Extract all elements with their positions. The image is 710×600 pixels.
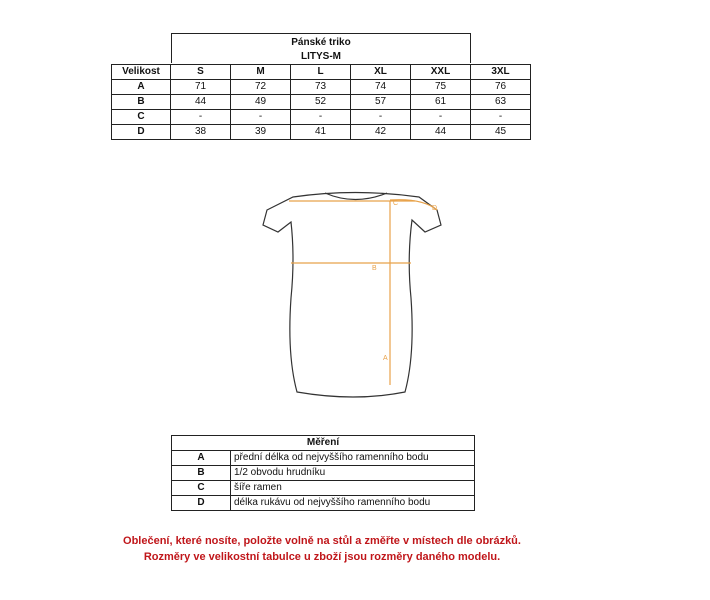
tshirt-outline (263, 193, 441, 398)
tshirt-diagram (255, 180, 455, 405)
label-a: A (383, 355, 388, 362)
value-cell: 61 (411, 95, 471, 110)
table-row (112, 110, 531, 125)
measure-desc: 1/2 obvodu hrudníku (231, 466, 475, 481)
size-cell: S (171, 65, 231, 80)
value-cell: 41 (291, 125, 351, 140)
value-cell: - (411, 110, 471, 125)
value-cell: - (231, 110, 291, 125)
value-cell: 57 (351, 95, 411, 110)
size-header-row (112, 65, 531, 80)
value-cell: 45 (471, 125, 531, 140)
measure-title-row (172, 436, 475, 451)
value-cell: - (471, 110, 531, 125)
product-title: Pánské triko (291, 37, 351, 48)
label-d: D (432, 205, 438, 212)
value-cell: 42 (351, 125, 411, 140)
value-cell: 71 (171, 80, 231, 95)
measure-letter: B (172, 466, 231, 481)
row-label: D (112, 125, 171, 140)
table-row (172, 466, 475, 481)
label-b: B (372, 265, 377, 272)
measure-desc: šíře ramen (231, 481, 475, 496)
table-row (112, 95, 531, 110)
measure-letter: A (172, 451, 231, 466)
table-row (112, 80, 531, 95)
size-cell: M (231, 65, 291, 80)
value-cell: 44 (411, 125, 471, 140)
note-line-2: Rozměry ve velikostní tabulce u zboží jsou rozměry daného modelu. (143, 551, 501, 563)
size-cell: 3XL (471, 65, 531, 80)
value-cell: 74 (351, 80, 411, 95)
note-line-1: Oblečení, které nosíte, položte volně na stůl a změřte v místech dle obrázků. (123, 535, 521, 547)
value-cell: 49 (231, 95, 291, 110)
value-cell: 44 (171, 95, 231, 110)
value-cell: - (291, 110, 351, 125)
value-cell: 72 (231, 80, 291, 95)
value-cell: 63 (471, 95, 531, 110)
table-row (172, 496, 475, 511)
product-model: LITYS-M (301, 51, 341, 62)
value-cell: - (171, 110, 231, 125)
table-row (172, 451, 475, 466)
label-c: C (393, 200, 399, 207)
size-cell: XXL (411, 65, 471, 80)
measure-desc: přední délka od nejvyššího ramenního bodu (231, 451, 475, 466)
measure-title: Měření (172, 436, 475, 451)
row-label: A (112, 80, 171, 95)
size-table-header (171, 33, 471, 63)
value-cell: 75 (411, 80, 471, 95)
size-label-cell: Velikost (112, 65, 171, 80)
value-cell: 76 (471, 80, 531, 95)
row-label: B (112, 95, 171, 110)
value-cell: 38 (171, 125, 231, 140)
table-row (112, 125, 531, 140)
measure-letter: C (172, 481, 231, 496)
measure-table (171, 435, 475, 511)
value-cell: 52 (291, 95, 351, 110)
size-cell: L (291, 65, 351, 80)
table-row (172, 481, 475, 496)
measure-letter: D (172, 496, 231, 511)
value-cell: - (351, 110, 411, 125)
value-cell: 39 (231, 125, 291, 140)
value-cell: 73 (291, 80, 351, 95)
size-cell: XL (351, 65, 411, 80)
size-table (111, 64, 531, 140)
measure-desc: délka rukávu od nejvyššího ramenního bodu (231, 496, 475, 511)
row-label: C (112, 110, 171, 125)
